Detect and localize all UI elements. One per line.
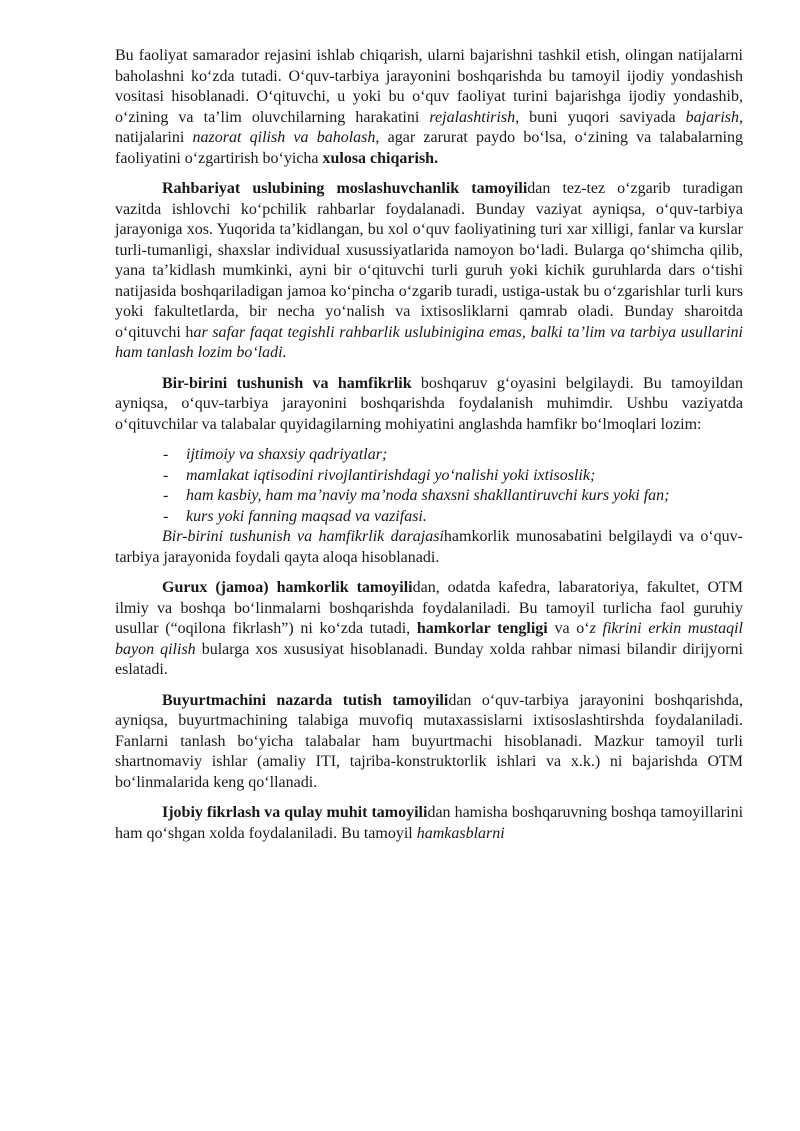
paragraph-2: Rahbariyat uslubining moslashuvchanlik tamoyilidan tez-tez oʻzgarib turadigan vazitda ishlovchi koʻpchilik rahbarlar foydalanadi. Bunday vaziyat ayniqsa, oʻquv-tarbiya jarayoniga xos. Yuqorida ta’kidlangan, bu xol oʻquv faoliyatining turi xar xilligi, fanlar va kurslar turli-tumanligi, shaxslar individual xusussiyatlarida namoyon boʻladi. Bularga qoʻshimcha qilib, yana ta’kidlash mumkinki, ayni bir oʻqituvchi turli guruh yoki kichik guruhlarda dars oʻtishi natijasida boshqariladigan jamoa koʻpincha oʻzgarib turadi, ustiga-ustak bu oʻzgarishlar turli kurs yoki fakultetlarda, bir necha yoʻnalish va ixtisosliklarni qamrab oladi. Bunday sharoitda oʻqituvchi har safar faqat tegishli rahbarlik uslubinigina emas, balki ta’lim va tarbiya usullarini ham tanlash lozim boʻladi. xyxy=(115,180,743,361)
paragraph-5: Gurux (jamoa) hamkorlik tamoyilidan, odatda kafedra, labaratoriya, fakultet, OTM ilmiy va boshqa boʻlinmalarni boshqarishda foydalaniladi. Bu tamoyil turlicha faol guruhiy usullar (“oqilona fikrlash”) ni koʻzda tutadi, hamkorlar tengligi va oʻz fikrini erkin mustaqil bayon qilish bularga xos xususiyat hisoblanadi. Bunday xolda rahbar nimasi bilandir dirijyorni eslatadi. xyxy=(115,579,744,678)
list-item: - ijtimoiy va shaxsiy qadriyatlar; xyxy=(186,445,743,466)
paragraph-6: Buyurtmachini nazarda tutish tamoyilidan oʻquv-tarbiya jarayonini boshqarishda, ayniqsa, buyurtmachining talabiga muvofiq mutaxassislarni ixtisoslashtirshda foydalaniladi. Fanlarni tanlash boʻyicha talabalar ham buyurtmachi hisoblanadi. Mazkur tamoyil turli shartnomaviy ishlar (amaliy ITI, tajriba-konstruktorlik ishlari va x.k.) ni bajarishda OTM boʻlinmalarida keng qoʻllanadi. xyxy=(115,691,743,791)
list-item: - kurs yoki fanning maqsad va vazifasi. xyxy=(186,507,743,528)
paragraph-7: Ijobiy fikrlash va qulay muhit tamoyilidan hamisha boshqaruvning boshqa tamoyillarini ham qoʻshgan xolda foydalaniladi. Bu tamoyil hamkasblarni xyxy=(115,804,744,842)
list-item: - ham kasbiy, ham ma’naviy ma’noda shaxsni shakllantiruvchi kurs yoki fan; xyxy=(186,486,743,507)
paragraph-1: Bu faoliyat samarador rejasini ishlab chiqarish, ularni bajarishni tashkil etish, olingan natijalarni baholashni koʻzda tutadi. Oʻquv-tarbiya jarayonini boshqarishda bu tamoyil ijodiy yondashish vositasi hisoblanadi. Oʻqituvchi, u yoki bu oʻquv faoliyat turini bajarishga ijodiy yondashib, oʻzining va ta’lim oluvchilarning harakatini rejalashtirish, buni yuqori saviyada bajarish, natijalarini nazorat qilish va baholash, agar zarurat paydo boʻlsa, oʻzining va talabalarning faoliyatini oʻzgartirish boʻyicha xulosa chiqarish. xyxy=(115,47,744,167)
document-page xyxy=(115,46,743,844)
paragraph-4: Bir-birini tushunish va hamfikrlik darajasihamkorlik munosabatini belgilaydi va oʻquv-tarbiya jarayonida foydali qayta aloqa hisoblanadi. xyxy=(115,528,743,566)
list-item: - mamlakat iqtisodini rivojlantirishdagi yoʻnalishi yoki ixtisoslik; xyxy=(186,466,743,487)
bullet-list xyxy=(115,445,743,527)
paragraph-3: Bir-birini tushunish va hamfikrlik boshqaruv gʻoyasini belgilaydi. Bu tamoyildan ayniqsa, oʻquv-tarbiya jarayonini boshqarishda foydalanish muhimdir. Ushbu vaziyatda oʻqituvchilar va talabalar quyidagilarning mohiyatini anglashda hamfikr boʻlmoqlari lozim: xyxy=(115,374,744,433)
